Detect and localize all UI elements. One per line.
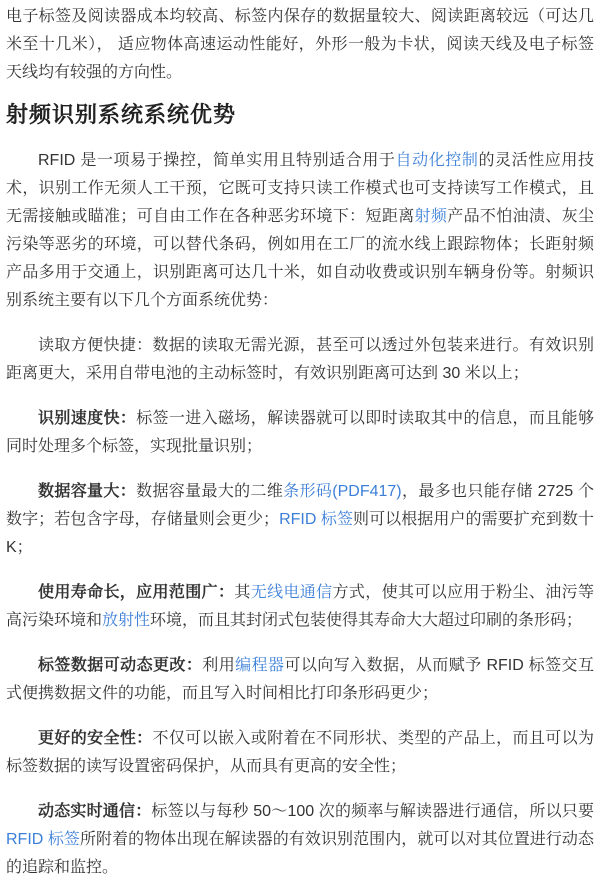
- inline-link[interactable]: 编程器: [235, 657, 285, 674]
- text-run: RFID 是一项易于操控，简单实用且特别适合用于: [38, 152, 396, 169]
- paragraph-dynamic-update: [6, 652, 594, 708]
- inline-link[interactable]: RFID 标签: [279, 511, 354, 528]
- paragraph-realtime-communication: [6, 798, 594, 882]
- paragraph-recognition-speed: [6, 405, 594, 461]
- inline-link[interactable]: RFID 标签: [6, 831, 80, 848]
- paragraph-read-convenience: [6, 332, 594, 388]
- text-run: 可以向写入数据，从而赋予 RFID 标签交互式便携数据文件的功能，而且写入时间相比打印条形码更少；: [6, 657, 594, 702]
- text-run: 环境，而且其封闭式包装使得其寿命大大超过印刷的条形码；: [150, 612, 583, 629]
- paragraph-rfid-overview: [6, 147, 594, 315]
- paragraph-data-capacity: [6, 478, 594, 562]
- term-label: 动态实时通信：: [38, 803, 152, 820]
- text-run: 的灵活性应用技术，识别工作无须人工干预，它既可支持只读工作模式也可支持读写工作模式，且无需接触或瞄准；可自由工作在各种恶劣环境下：短距离: [6, 152, 594, 225]
- text-run: 读取方便快捷：数据的读取无需光源，甚至可以透过外包装来进行。有效识别距离更大，采用自带电池的主动标签时，有效识别距离可达到 30 米以上；: [6, 337, 594, 382]
- paragraph-service-life: [6, 579, 594, 635]
- text-run: 利用: [202, 657, 236, 674]
- paragraph-security: [6, 725, 594, 781]
- inline-link[interactable]: 自动化控制: [395, 152, 479, 169]
- text-run: 所附着的物体出现在解读器的有效识别范围内，就可以对其位置进行动态的追踪和监控。: [6, 831, 594, 876]
- section-heading: 射频识别系统系统优势: [6, 102, 237, 127]
- inline-link[interactable]: 无线电通信: [250, 584, 333, 601]
- term-label: 更好的安全性：: [38, 730, 153, 747]
- term-label: 标签数据可动态更改：: [38, 657, 203, 674]
- text-run: 则可以根据用户的需要扩充到数十 K；: [6, 511, 594, 556]
- term-label: 使用寿命长，应用范围广：: [38, 584, 235, 601]
- inline-link[interactable]: 放射性: [102, 612, 151, 629]
- inline-link[interactable]: 射频: [414, 208, 448, 225]
- text-run: 标签一进入磁场，解读器就可以即时读取其中的信息，而且能够同时处理多个标签，实现批量识别；: [6, 410, 594, 455]
- text-run: 方式，使其可以应用于粉尘、油污等高污染环境和: [6, 584, 594, 629]
- paragraph-intro: [6, 3, 594, 87]
- text-run: 标签以与每秒 50～100 次的频率与解读器进行通信，所以只要: [151, 803, 594, 820]
- text-run: ，最多也只能存储 2725 个数字；若包含字母，存储量则会更少；: [6, 483, 594, 528]
- term-label: 数据容量大：: [38, 483, 137, 500]
- text-run: 其: [234, 584, 251, 601]
- text-run: 不仅可以嵌入或附着在不同形状、类型的产品上，而且可以为标签数据的读写设置密码保护，从而具有更高的安全性；: [6, 730, 594, 775]
- text-run: 产品不怕油渍、灰尘污染等恶劣的环境，可以替代条码，例如用在工厂的流水线上跟踪物体；长距射频产品多用于交通上，识别距离可达几十米，如自动收费或识别车辆身份等。射频识别系统主要有以下几个方面系统优势：: [6, 208, 594, 309]
- inline-link[interactable]: 条形码(PDF417): [283, 483, 402, 500]
- text-run: 电子标签及阅读器成本均较高、标签内保存的数据量较大、阅读距离较远（可达几米至十几米）， 适应物体高速运动性能好，外形一般为卡状，阅读天线及电子标签天线均有较强的方向性。: [6, 8, 594, 81]
- term-label: 识别速度快：: [38, 410, 137, 427]
- text-run: 数据容量最大的二维: [136, 483, 284, 500]
